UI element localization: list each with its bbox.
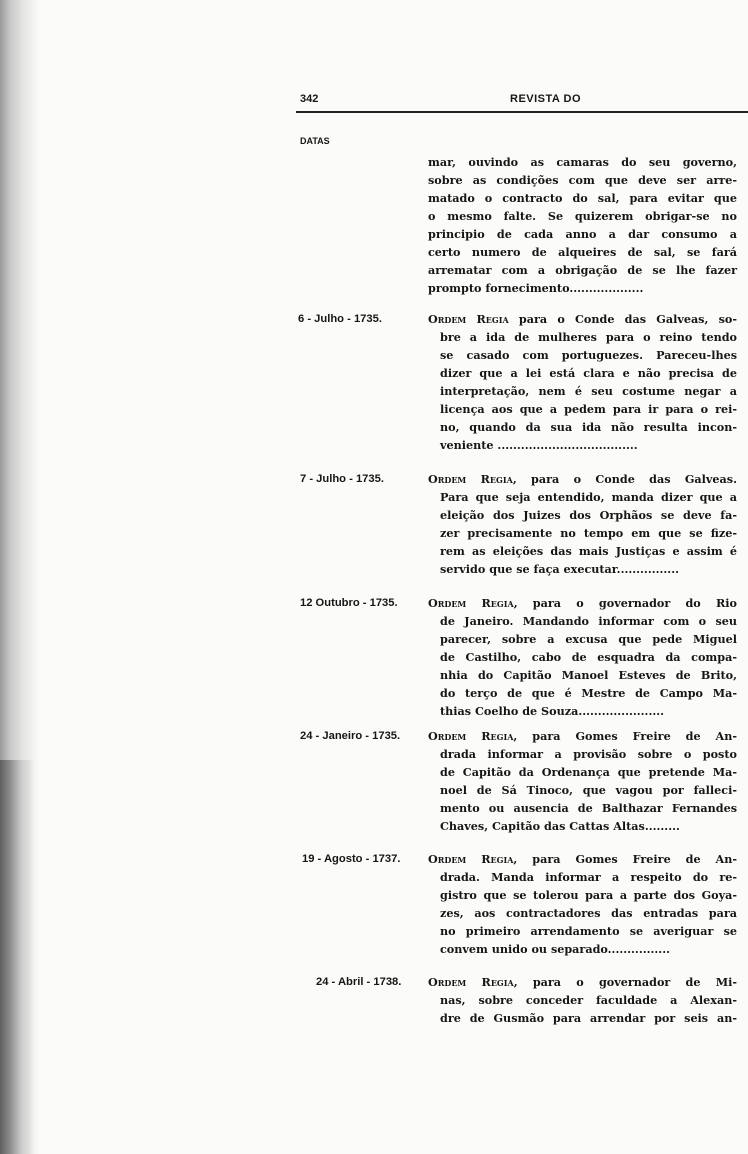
text-line: drada informar a provisão sobre o posto [440, 747, 737, 761]
text-line: drada. Manda informar a respeito do re- [440, 870, 737, 884]
text-line: sobre as condições com que deve ser arre- [428, 173, 737, 187]
text-line: eleição dos Juizes dos Orphãos se deve fa- [440, 508, 737, 522]
text-line: do terço de que é Mestre de Campo Ma- [440, 686, 737, 700]
entry-heading-line [428, 727, 737, 746]
text-line: de Capitão da Ordenança que pretende Ma- [440, 765, 737, 779]
text-line: convem unido ou separado................ [440, 942, 670, 956]
entry-heading-line [428, 850, 737, 869]
entry-heading-line [428, 310, 737, 329]
text-line: certo numero de alqueires de sal, se fará [428, 245, 737, 259]
entry-date: 19 - Agosto - 1737. [302, 853, 401, 865]
entry-date: 7 - Julho - 1735. [300, 473, 384, 485]
text-line: dizer que a lei está clara e não precisa de [440, 366, 737, 380]
text-line: matado o contracto do sal, para evitar que [428, 191, 737, 205]
header-rule [296, 111, 748, 113]
text-line: arrematar com a obrigação de se lhe fazer [428, 263, 737, 277]
entry-heading: Ordem Regia [428, 596, 514, 610]
text-line: thias Coelho de Souza...................... [440, 704, 665, 718]
entry-heading: Ordem Regia [428, 852, 514, 866]
text-line: veniente .................................... [440, 438, 638, 452]
text-line: mento ou ausencia de Balthazar Fernandes [440, 801, 737, 815]
text-line: gistro que se tolerou para a parte dos Goya- [440, 888, 737, 902]
text-line: nhia do Capitão Manoel Esteves de Brito, [440, 668, 737, 682]
text-line: Chaves, Capitão das Cattas Altas......... [440, 819, 680, 833]
entry-heading-rest: , para Gomes Freire de An- [513, 729, 737, 743]
text-line: interpretação, nem é seu costume negar a [440, 384, 737, 398]
entry-heading-line [428, 470, 737, 489]
entry-date: 12 Outubro - 1735. [300, 597, 398, 609]
entry-heading-rest: , para Gomes Freire de An- [513, 852, 737, 866]
entry-heading-rest: para o Conde das Galveas, so- [508, 312, 738, 326]
entry-heading-rest: , para o governador de Mi- [513, 975, 738, 989]
text-line: dre de Gusmão para arrendar por seis an- [440, 1011, 737, 1025]
text-line: zer precisamente no tempo em que se fize- [440, 526, 737, 540]
text-line: no, quando da sua ida não resulta incon- [440, 420, 737, 434]
text-line: mar, ouvindo as camaras do seu governo, [428, 155, 737, 169]
text-line: parecer, sobre a excusa que pede Miguel [440, 632, 737, 646]
text-line: de Castilho, cabo de esquadra da compa- [440, 650, 737, 664]
text-line: noel de Sá Tinoco, que vagou por falleci- [440, 783, 737, 797]
entry-heading-line [428, 594, 737, 613]
text-line: rem as eleições das mais Justiças e assim é [440, 544, 737, 558]
text-line: licença aos que a pedem para ir para o rei- [440, 402, 737, 416]
entry-heading-line [428, 973, 737, 992]
text-line: nas, sobre conceder faculdade a Alexan- [440, 993, 737, 1007]
entry-heading-rest: , para o Conde das Galveas. [512, 472, 737, 486]
running-title: REVISTA DO [510, 93, 582, 105]
entry-date: 24 - Abril - 1738. [316, 976, 402, 988]
text-line: de Janeiro. Mandando informar com o seu [440, 614, 737, 628]
text-line: zes, aos contractadores das entradas para [440, 906, 737, 920]
text-line: no primeiro arrendamento se averiguar se [440, 924, 737, 938]
entry-date: 6 - Julho - 1735. [298, 313, 382, 325]
text-line: bre a ida de mulheres para o reino tendo [440, 330, 737, 344]
column-label: DATAS [300, 136, 330, 146]
page-number: 342 [300, 93, 319, 105]
text-line: prompto fornecimento................... [428, 281, 644, 295]
text-line: servido que se faça executar................ [440, 562, 679, 576]
scan-binding-shadow-lower [0, 760, 34, 1154]
entry-heading-rest: , para o governador do Rio [513, 596, 738, 610]
text-line: o mesmo falte. Se quizerem obrigar-se no [428, 209, 737, 223]
entry-heading: Ordem Regia [428, 729, 514, 743]
entry-heading: Ordem Regia [428, 472, 513, 486]
text-line: se casado com portuguezes. Pareceu-lhes [440, 348, 737, 362]
entry-date: 24 - Janeiro - 1735. [300, 730, 401, 742]
entry-heading: Ordem Regia [428, 312, 509, 326]
entry-heading: Ordem Regia [428, 975, 514, 989]
text-line: principio de cada anno a dar consumo a [428, 227, 737, 241]
text-line: Para que seja entendido, manda dizer que a [440, 490, 737, 504]
